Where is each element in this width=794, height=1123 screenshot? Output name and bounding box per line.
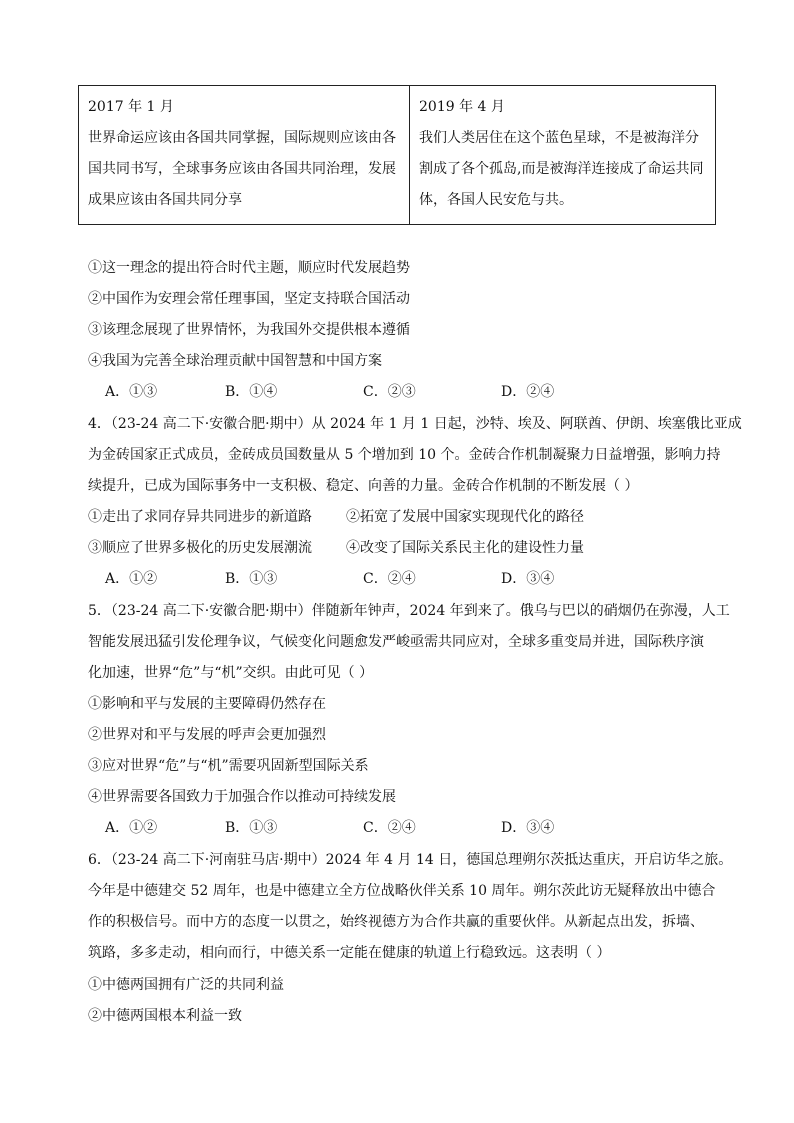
q4-statements-row-2	[88, 538, 584, 558]
q4-statement-2: ②拓宽了发展中国家实现现代化的路径	[346, 509, 584, 525]
q3-option-c[interactable]: C．②③	[363, 384, 416, 400]
q5-statement-2: ②世界对和平与发展的呼声会更加强烈	[88, 727, 326, 743]
q5-statement-1: ①影响和平与发展的主要障碍仍然存在	[88, 696, 326, 712]
q5-stem-line-2: 智能发展迅猛引发伦理争议，气候变化问题愈发严峻亟需共同应对，全球多重变局并进，国际秩序演	[88, 634, 704, 650]
q4-statements-row-1	[88, 507, 584, 527]
q5-stem-line-3: 化加速，世界“危”与“机”交织。由此可见（ ）	[88, 665, 374, 681]
quote-text-2019: 我们人类居住在这个蓝色星球，不是被海洋分割成了各个孤岛,而是被海洋连接成了命运共同体，各国人民安危与共。	[419, 130, 704, 208]
q6-stem-line-4: 筑路，多多走动，相向而行，中德关系一定能在健康的轨道上行稳致远。这表明（ ）	[88, 945, 611, 961]
q3-option-a[interactable]: A．①③	[105, 384, 158, 400]
q6-stem-line-2: 今年是中德建交 52 周年，也是中德建立全方位战略伙伴关系 10 周年。朔尔茨此访无疑释放出中德合	[88, 883, 716, 899]
q3-option-d[interactable]: D．②④	[501, 384, 555, 400]
q5-option-a[interactable]: A．①②	[105, 820, 158, 836]
quote-cell-2019	[410, 86, 716, 225]
quote-cell-2017	[79, 86, 410, 225]
q6-statement-2: ②中德两国根本利益一致	[88, 1008, 242, 1024]
q5-option-b[interactable]: B．①③	[225, 820, 278, 836]
q4-option-d[interactable]: D．③④	[501, 571, 555, 587]
q6-statement-1: ①中德两国拥有广泛的共同利益	[88, 977, 284, 993]
quote-date-2019: 2019 年 4 月	[419, 99, 505, 115]
q4-option-b[interactable]: B．①③	[225, 571, 278, 587]
q6-stem-line-3: 作的积极信号。而中方的态度一以贯之，始终视德方为合作共赢的重要伙伴。从新起点出发，拆墙、	[88, 914, 704, 930]
quote-table	[78, 85, 716, 225]
q5-statement-3: ③应对世界“危”与“机”需要巩固新型国际关系	[88, 758, 369, 774]
quote-date-2017: 2017 年 1 月	[88, 99, 174, 115]
q5-option-c[interactable]: C．②④	[363, 820, 416, 836]
q3-statement-2: ②中国作为安理会常任理事国，坚定支持联合国活动	[88, 291, 410, 307]
q5-option-d[interactable]: D．③④	[501, 820, 555, 836]
q5-stem-line-1: 5．（23-24 高二下·安徽合肥·期中）伴随新年钟声，2024 年到来了。俄乌与巴以的硝烟仍在弥漫，人工	[88, 603, 730, 619]
quote-text-2017: 世界命运应该由各国共同掌握，国际规则应该由各国共同书写，全球事务应该由各国共同治理，发展成果应该由各国共同分享	[88, 130, 396, 208]
q5-statement-4: ④世界需要各国致力于加强合作以推动可持续发展	[88, 789, 396, 805]
q4-stem-line-1: 4．（23-24 高二下·安徽合肥·期中）从 2024 年 1 月 1 日起，沙特、埃及、阿联酋、伊朗、埃塞俄比亚成	[88, 416, 742, 432]
q4-statement-4: ④改变了国际关系民主化的建设性力量	[346, 540, 584, 556]
q4-stem-line-3: 续提升，已成为国际事务中一支积极、稳定、向善的力量。金砖合作机制的不断发展（ ）	[88, 478, 639, 494]
q4-statement-3: ③顺应了世界多极化的历史发展潮流	[88, 540, 312, 556]
q4-option-a[interactable]: A．①②	[105, 571, 158, 587]
q6-stem-line-1: 6．（23-24 高二下·河南驻马店·期中）2024 年 4 月 14 日，德国总理朔尔茨抵达重庆，开启访华之旅。	[88, 852, 733, 868]
quote-table-row	[79, 86, 716, 225]
q3-statement-1: ①这一理念的提出符合时代主题，顺应时代发展趋势	[88, 260, 410, 276]
q4-statement-1: ①走出了求同存异共同进步的新道路	[88, 509, 312, 525]
q3-statement-3: ③该理念展现了世界情怀，为我国外交提供根本遵循	[88, 322, 410, 338]
q4-stem-line-2: 为金砖国家正式成员，金砖成员国数量从 5 个增加到 10 个。金砖合作机制凝聚力日益增强，影响力持	[88, 447, 721, 463]
q3-statement-4: ④我国为完善全球治理贡献中国智慧和中国方案	[88, 353, 382, 369]
q3-option-b[interactable]: B．①④	[225, 384, 278, 400]
q4-option-c[interactable]: C．②④	[363, 571, 416, 587]
